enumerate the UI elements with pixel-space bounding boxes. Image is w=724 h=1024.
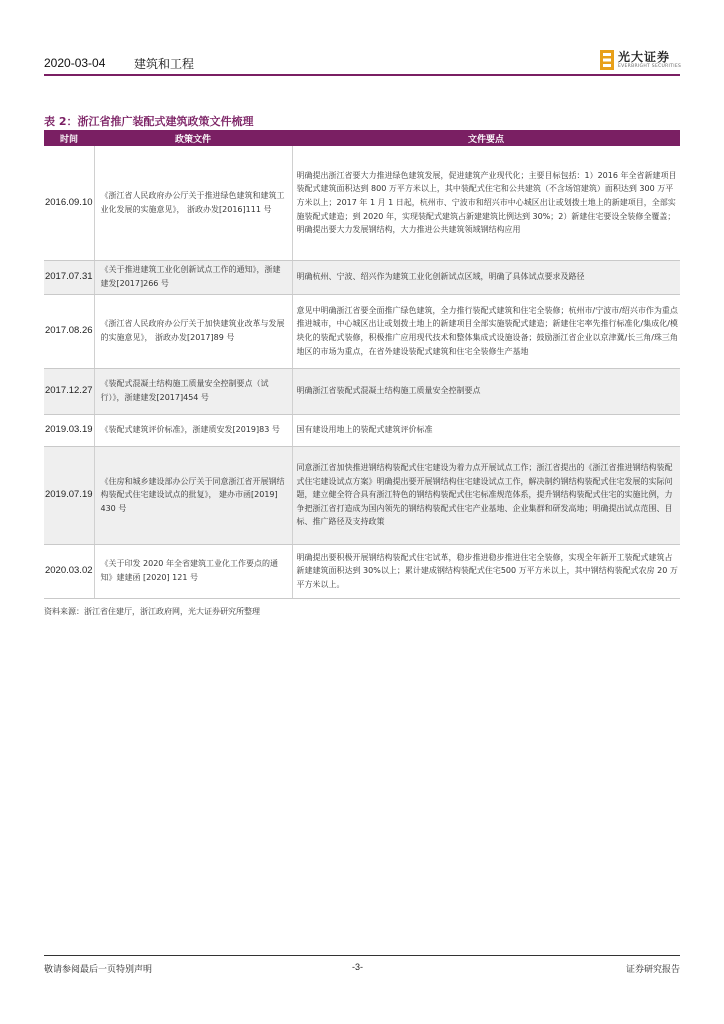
company-logo (600, 48, 682, 74)
table-title: 表 2：浙江省推广装配式建筑政策文件梳理 (44, 115, 254, 128)
logo-mark-icon (600, 50, 614, 70)
column-header-time: 时间 (44, 130, 94, 146)
page-number: -3- (352, 962, 363, 972)
cell-doc: 《浙江省人民政府办公厅关于推进绿色建筑和建筑工业化发展的实施意见》， 浙政办发[2016]111 号 (94, 146, 292, 260)
cell-doc: 《关于印发 2020 年全省建筑工业化工作要点的通知》建建函 [2020] 121 号 (94, 544, 292, 598)
cell-time: 2017.08.26 (44, 294, 94, 368)
table-row (44, 544, 680, 598)
header-divider (44, 74, 680, 76)
cell-doc: 《装配式建筑评价标准》，浙建质安发[2019]83 号 (94, 414, 292, 446)
cell-points: 明确提出浙江省要大力推进绿色建筑发展，促进建筑产业现代化；主要目标包括：1）2016 年全省新建项目装配式建筑面积达到 800 万平方米以上，其中装配式住宅和公共建筑（不含场馆建筑）面积达到 300 万平方米以上；2017 年 1 月 1 日起，杭州市、宁波市和绍兴市中心城区出让或划拨土地上的新建项目，全部实施装配式建造；到 2020 年，实现装配式建筑占新建建筑比例达到 30%；2）新建住宅要设全装修全覆盖；明确提出要大力发展钢结构，大力推进公共建筑领域钢结构应用 (292, 146, 680, 260)
cell-points: 意见中明确浙江省要全面推广绿色建筑，全力推行装配式建筑和住宅全装修；杭州市/宁波市/绍兴市作为重点推进城市，中心城区出让或划拨土地上的新建项目全部实施装配式建造；新建住宅率先推行标准化/集成化/模块化的装配式装修，积极推广应用现代技术和整体集成式设施设备；鼓励浙江省企业以京津冀/长三角/珠三角地区的市场为重点，在省外建设装配式建筑和住宅全装修生产基地 (292, 294, 680, 368)
column-header-doc: 政策文件 (94, 130, 292, 146)
table-row (44, 294, 680, 368)
policy-table (44, 130, 680, 599)
column-header-points: 文件要点 (292, 130, 680, 146)
report-sector: 建筑和工程 (134, 57, 195, 71)
cell-time: 2017.12.27 (44, 368, 94, 414)
cell-doc: 《浙江省人民政府办公厅关于加快建筑业改革与发展的实施意见》， 浙政办发[2017]89 号 (94, 294, 292, 368)
footer-divider (44, 955, 680, 956)
table-header-row (44, 130, 680, 146)
logo-text-cn: 光大证券 (618, 50, 671, 64)
table-row (44, 260, 680, 294)
logo-text-en: EVERBRIGHT SECURITIES (618, 64, 682, 69)
table-row (44, 414, 680, 446)
table-row (44, 368, 680, 414)
source-note: 资料来源：浙江省住建厅，浙江政府网，光大证券研究所整理 (44, 607, 260, 616)
table-row (44, 446, 680, 544)
report-date: 2020-03-04 (44, 56, 106, 70)
cell-points: 明确提出要积极开展钢结构装配式住宅试革，稳步推进稳步推进住宅全装修，实现全年新开工装配式建筑占新建建筑面积达到 30%以上；累计建成钢结构装配式住宅500 万平方米以上，其中钢结构装配式农房 20 万平方米以上。 (292, 544, 680, 598)
cell-time: 2017.07.31 (44, 260, 94, 294)
cell-time: 2019.07.19 (44, 446, 94, 544)
table-row (44, 146, 680, 260)
cell-time: 2016.09.10 (44, 146, 94, 260)
cell-time: 2020.03.02 (44, 544, 94, 598)
cell-points: 国有建设用地上的装配式建筑评价标准 (292, 414, 680, 446)
page-header (44, 50, 680, 74)
cell-points: 明确浙江省装配式混凝土结构施工质量安全控制要点 (292, 368, 680, 414)
footer-report-type: 证券研究报告 (625, 965, 680, 975)
footer-disclaimer: 敬请参阅最后一页特别声明 (44, 965, 153, 975)
cell-doc: 《住房和城乡建设部办公厅关于同意浙江省开展钢结构装配式住宅建设试点的批复》， 建办市函[2019] 430 号 (94, 446, 292, 544)
cell-points: 明确杭州、宁波、绍兴作为建筑工业化创新试点区域，明确了具体试点要求及路径 (292, 260, 680, 294)
cell-points: 同意浙江省加快推进钢结构装配式住宅建设为着力点开展试点工作；浙江省提出的《浙江省推进钢结构装配式住宅建设试点方案》明确提出要开展钢结构住宅建设试点工作，解决制约钢结构装配式住宅发展的实际问题，建立健全符合具有浙江特色的钢结构装配式住宅标准规范体系，提升钢结构装配式住宅的实施比例，力争把浙江省打造成为国内领先的钢结构装配式住宅产业基地、企业集群和研发高地；明确提出试点范围、目标、推广路径及支持政策 (292, 446, 680, 544)
cell-time: 2019.03.19 (44, 414, 94, 446)
cell-doc: 《装配式混凝土结构施工质量安全控制要点（试行）》，浙建建发[2017]454 号 (94, 368, 292, 414)
cell-doc: 《关于推进建筑工业化创新试点工作的通知》，浙建建发[2017]266 号 (94, 260, 292, 294)
